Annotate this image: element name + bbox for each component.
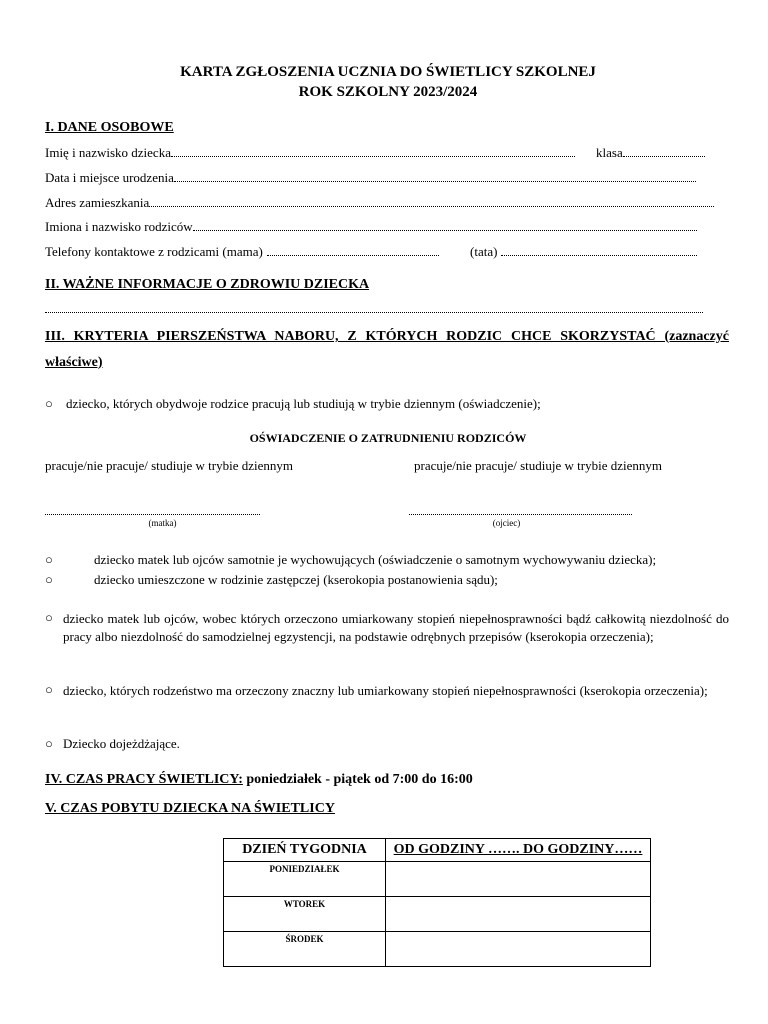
child-name-label: Imię i nazwisko dziecka (45, 145, 171, 160)
birth-field[interactable] (45, 170, 696, 186)
hours-cell[interactable] (386, 862, 651, 897)
radio-circle-icon[interactable]: ○ (45, 682, 53, 697)
phones-label: Telefony kontaktowe z rodzicami (mama) (45, 244, 263, 259)
opening-hours: poniedziałek - piątek od 7:00 do 16:00 (242, 772, 473, 787)
option2-text: dziecko matek lub ojców samotnie je wychowujących (oświadczenie o samotnym wychowywaniu dziecka); (94, 552, 657, 567)
school-year: ROK SZKOLNY 2023/2024 (298, 84, 478, 100)
schedule-table (223, 838, 651, 967)
phone-mother-field[interactable] (45, 244, 439, 260)
table-row (224, 932, 651, 967)
table-row (224, 862, 651, 897)
option5-text: dziecko, których rodzeństwo ma orzeczony znaczny lub umiarkowany stopień niepełnosprawności (kserokopia orzeczenia); (63, 683, 708, 698)
radio-circle-icon[interactable]: ○ (45, 610, 53, 625)
day-cell: WTOREK (224, 897, 386, 932)
option1-text: dziecko, których obydwoje rodzice pracują lub studiują w trybie dziennym (oświadczenie); (66, 396, 541, 411)
day-cell: ŚRODEK (224, 932, 386, 967)
section2-heading: II. WAŻNE INFORMACJE O ZDROWIU DZIECKA (45, 277, 370, 292)
day-cell: PONIEDZIAŁEK (224, 862, 386, 897)
section1-heading: I. DANE OSOBOWE (45, 120, 174, 135)
phone-father-field[interactable] (470, 244, 697, 260)
phones-father-label: (tata) (470, 244, 498, 259)
radio-circle-icon[interactable]: ○ (45, 572, 53, 587)
section4-heading: IV. CZAS PRACY ŚWIETLICY: (45, 772, 243, 787)
mother-signature-line[interactable] (45, 513, 260, 515)
form-title: KARTA ZGŁOSZENIA UCZNIA DO ŚWIETLICY SZKOLNEJ (180, 64, 596, 80)
option3-text: dziecko umieszczone w rodzinie zastępczej (kserokopia postanowienia sądu); (94, 572, 498, 587)
hours-cell[interactable] (386, 932, 651, 967)
father-signature-line[interactable] (409, 513, 632, 515)
class-field[interactable] (596, 145, 705, 161)
statement-mother: pracuje/nie pracuje/ studiuje w trybie dziennym (45, 458, 293, 473)
address-label: Adres zamieszkania (45, 195, 150, 210)
father-signature-label: (ojciec) (492, 518, 521, 528)
section5-heading: V. CZAS POBYTU DZIECKA NA ŚWIETLICY (45, 801, 335, 816)
column-header-hours: OD GODZINY ……. DO GODZINY…… (386, 839, 651, 862)
radio-circle-icon[interactable]: ○ (45, 736, 53, 751)
parents-field[interactable] (45, 219, 697, 235)
column-header-day: DZIEŃ TYGODNIA (224, 839, 386, 862)
class-label: klasa (596, 145, 623, 160)
section3-heading: III. KRYTERIA PIERSZEŃSTWA NABORU, Z KTÓRYCH RODZIC CHCE SKORZYSTAĆ (zaznaczyć właściwe) (45, 329, 729, 370)
radio-circle-icon[interactable]: ○ (45, 552, 53, 567)
address-field[interactable] (45, 195, 714, 211)
option6-text: Dziecko dojeżdżające. (63, 736, 180, 751)
statement-father: pracuje/nie pracuje/ studiuje w trybie dziennym (414, 458, 662, 473)
hours-cell[interactable] (386, 897, 651, 932)
radio-circle-icon[interactable]: ○ (45, 396, 53, 411)
birth-label: Data i miejsce urodzenia (45, 170, 174, 185)
health-info-field[interactable] (45, 304, 703, 313)
child-name-field[interactable] (45, 145, 575, 161)
option4-text: dziecko matek lub ojców, wobec których orzeczono umiarkowany stopień niepełnosprawności bądź całkowitą niezdolność do pracy albo niezdolność do samodzielnej egzystencji, na podstawie odrębnych przepisów (kserokopia orzeczenia); (63, 611, 729, 644)
table-header-row (224, 839, 651, 862)
parents-label: Imiona i nazwisko rodziców (45, 219, 193, 234)
statement-title: OŚWIADCZENIE O ZATRUDNIENIU RODZICÓW (249, 431, 527, 445)
section4-line (45, 772, 473, 788)
mother-signature-label: (matka) (148, 518, 177, 528)
table-row (224, 897, 651, 932)
